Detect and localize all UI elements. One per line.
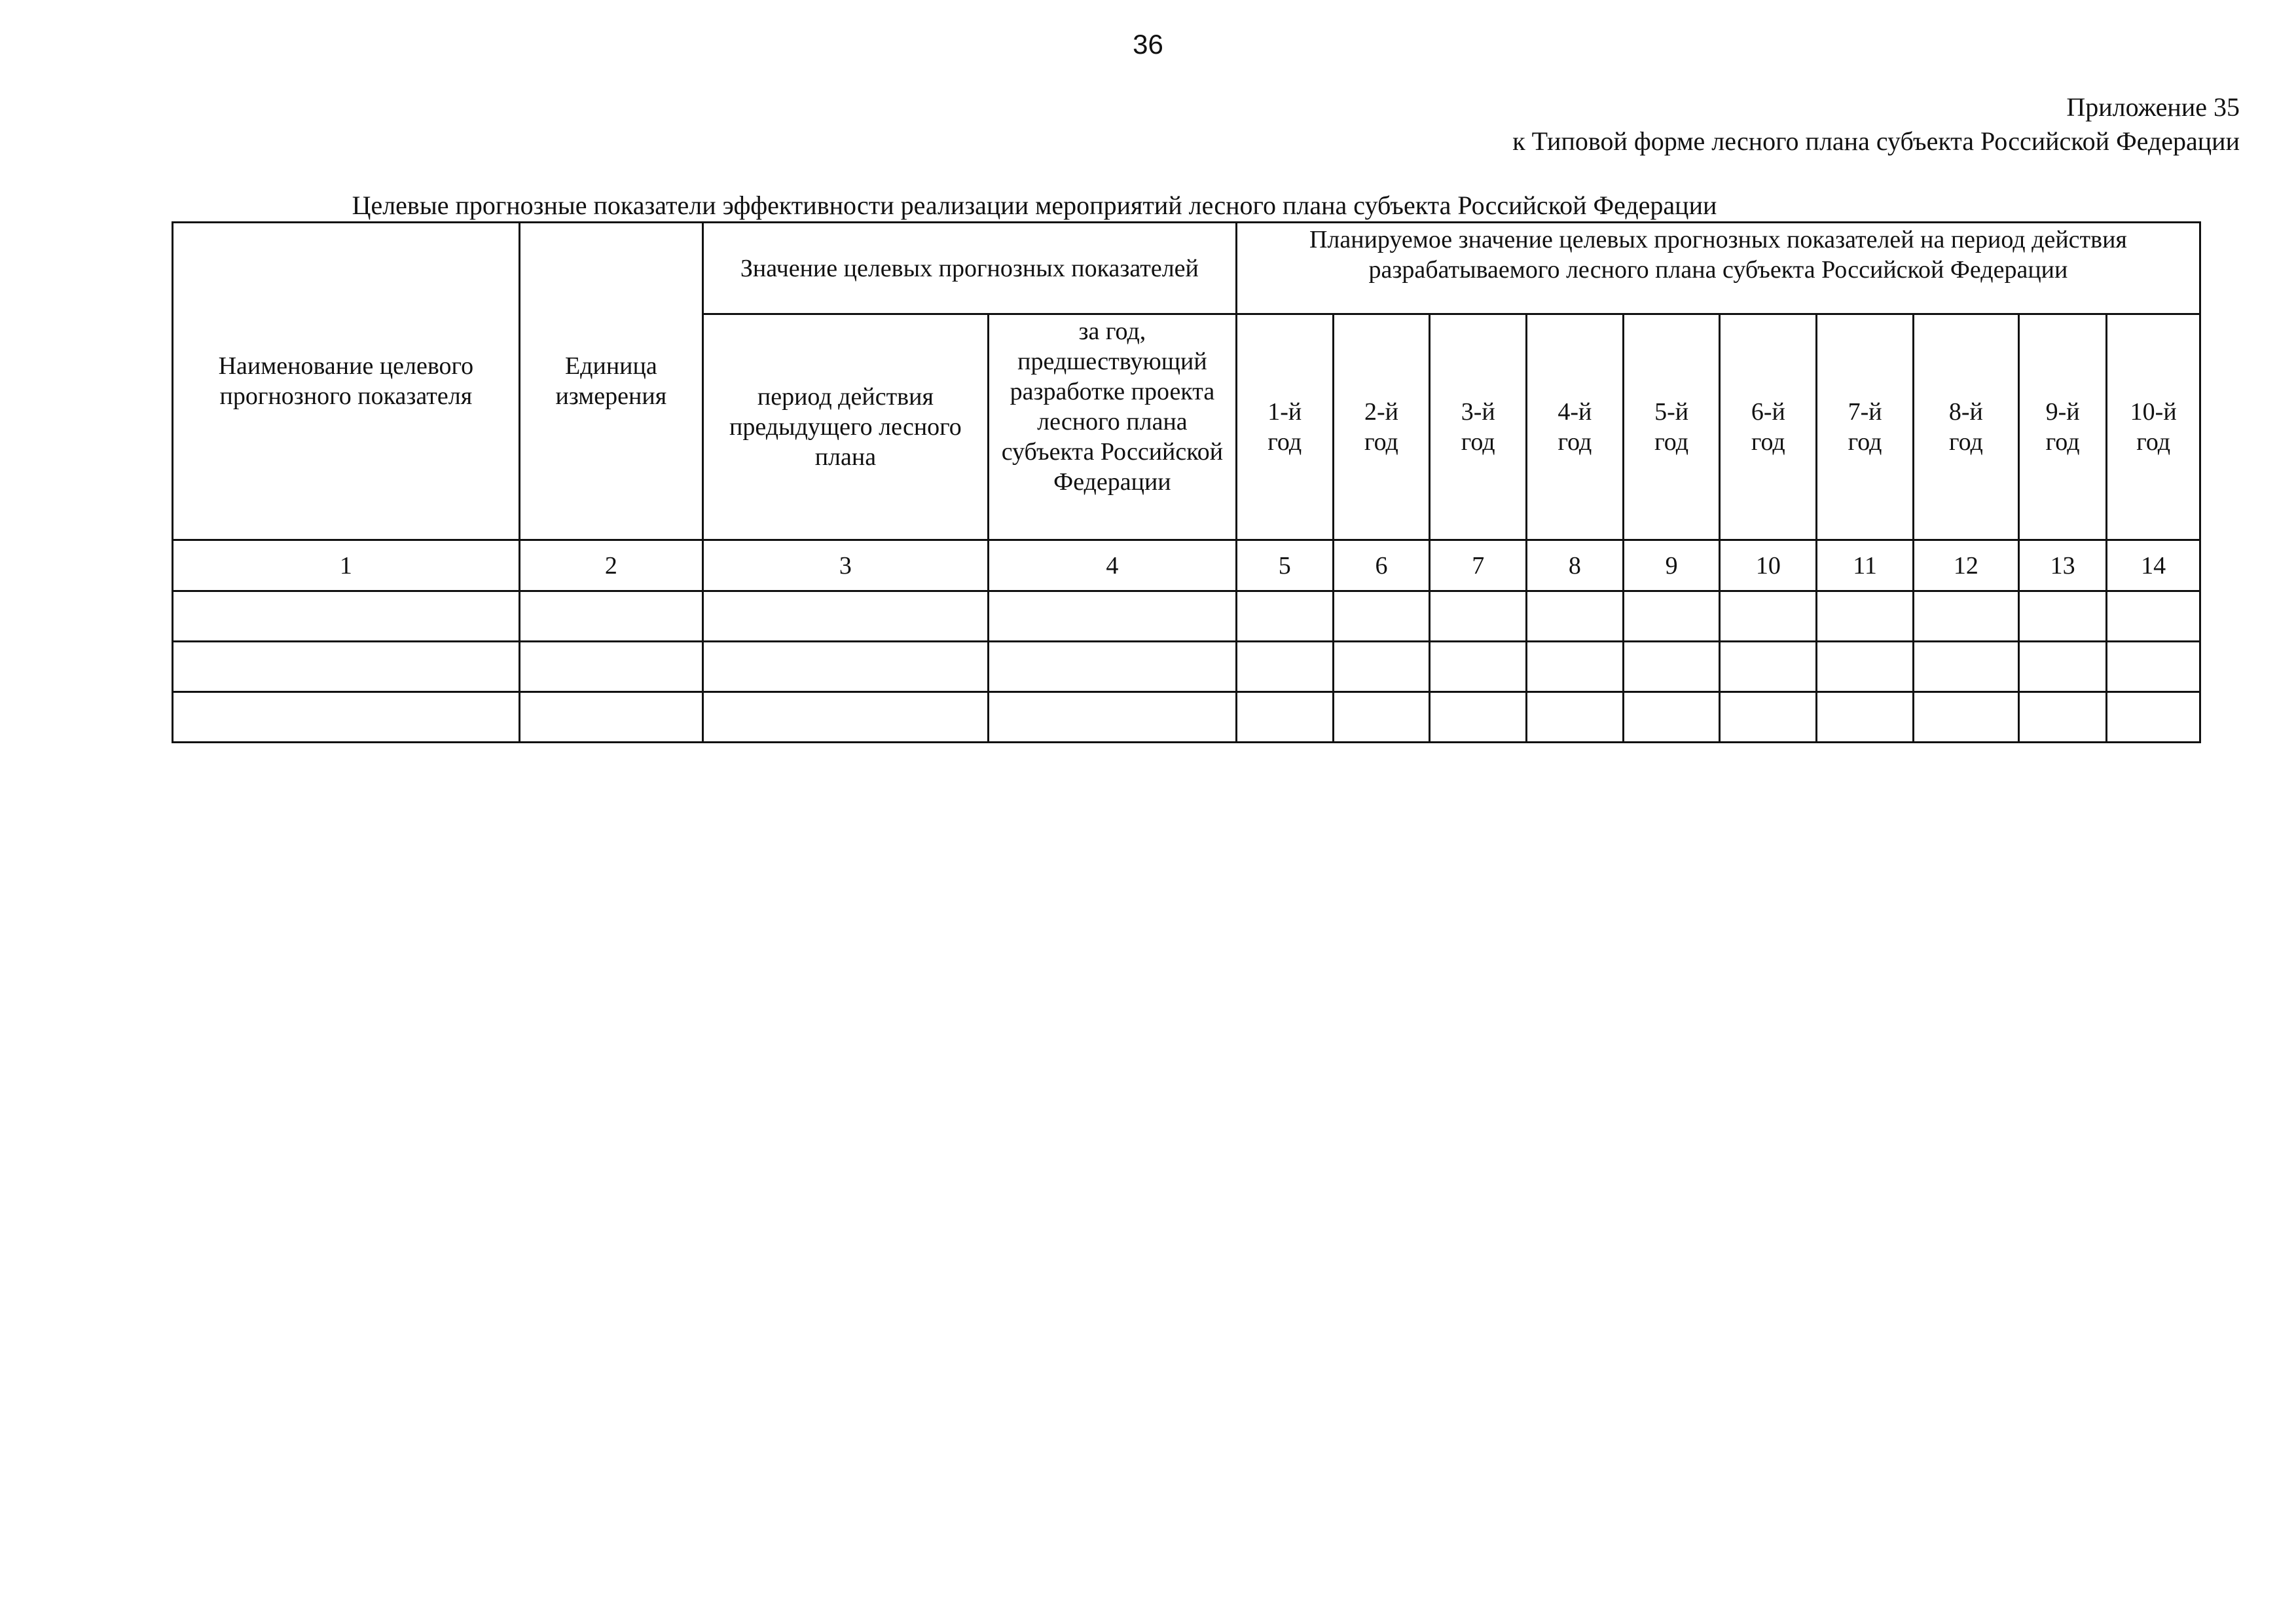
header-prev-period: период действия предыдущего лесного плана: [702, 314, 988, 540]
table-cell[interactable]: [1333, 692, 1430, 743]
table-cell[interactable]: [1817, 692, 1914, 743]
table-cell[interactable]: [1236, 591, 1333, 642]
year-number: 10-й: [2130, 398, 2177, 426]
table-cell[interactable]: [173, 591, 520, 642]
indicators-table: [172, 221, 2201, 743]
table-cell[interactable]: [2107, 692, 2200, 743]
table-cell[interactable]: [1720, 642, 1817, 692]
appendix-line-1: Приложение 35: [2066, 92, 2240, 122]
table-cell[interactable]: [2018, 591, 2106, 642]
year-number: 7-й: [1848, 398, 1882, 426]
year-word: год: [1654, 428, 1689, 456]
table-row: [173, 642, 2200, 692]
header-indicator-name: Наименование целевого прогнозного показателя: [173, 223, 520, 540]
table-cell[interactable]: [702, 642, 988, 692]
header-year-3: [1430, 314, 1527, 540]
header-year-5: [1623, 314, 1720, 540]
table-row: [173, 692, 2200, 743]
column-number: 12: [1913, 540, 2018, 591]
table-cell[interactable]: [1527, 591, 1624, 642]
table-cell[interactable]: [173, 642, 520, 692]
table-cell[interactable]: [2107, 591, 2200, 642]
column-number: 2: [519, 540, 702, 591]
header-year-8: [1913, 314, 2018, 540]
year-number: 8-й: [1948, 398, 1983, 426]
table-cell[interactable]: [519, 642, 702, 692]
table-cell[interactable]: [1720, 591, 1817, 642]
header-year-6: [1720, 314, 1817, 540]
column-number: 9: [1623, 540, 1720, 591]
year-word: год: [1364, 428, 1398, 456]
table-cell[interactable]: [1430, 692, 1527, 743]
year-word: год: [2045, 428, 2080, 456]
year-word: год: [1751, 428, 1785, 456]
table-cell[interactable]: [1236, 692, 1333, 743]
year-number: 3-й: [1461, 398, 1495, 426]
header-year-7: [1817, 314, 1914, 540]
header-unit: Единица измерения: [519, 223, 702, 540]
column-number: 3: [702, 540, 988, 591]
header-year-4: [1527, 314, 1624, 540]
year-number: 4-й: [1558, 398, 1592, 426]
column-number: 6: [1333, 540, 1430, 591]
year-number: 6-й: [1751, 398, 1785, 426]
column-number: 1: [173, 540, 520, 591]
column-number: 5: [1236, 540, 1333, 591]
page-number: 36: [1133, 29, 1163, 60]
year-number: 1-й: [1267, 398, 1302, 426]
appendix-line-2: к Типовой форме лесного плана субъекта Российской Федерации: [1512, 126, 2240, 156]
table-cell[interactable]: [1430, 591, 1527, 642]
header-year-1: [1236, 314, 1333, 540]
header-values-group: Значение целевых прогнозных показателей: [702, 223, 1236, 314]
year-number: 9-й: [2045, 398, 2080, 426]
appendix-reference: [1512, 90, 2240, 158]
column-number: 4: [988, 540, 1236, 591]
header-prev-year: за год, предшествующий разработке проекта лесного плана субъекта Российской Федерации: [988, 314, 1236, 540]
table-cell[interactable]: [988, 642, 1236, 692]
header-planned-group: Планируемое значение целевых прогнозных показателей на период действия разрабатываемого лесного плана субъекта Российской Федерации: [1236, 223, 2200, 314]
table-cell[interactable]: [1333, 591, 1430, 642]
table-cell[interactable]: [519, 591, 702, 642]
table-title: Целевые прогнозные показатели эффективности реализации мероприятий лесного плана субъекта Российской Федерации: [352, 191, 1717, 220]
year-word: год: [2136, 428, 2171, 456]
table-cell[interactable]: [1527, 642, 1624, 692]
table-cell[interactable]: [1913, 642, 2018, 692]
column-number: 13: [2018, 540, 2106, 591]
table-cell[interactable]: [1623, 642, 1720, 692]
table-cell[interactable]: [1720, 692, 1817, 743]
header-year-10: [2107, 314, 2200, 540]
header-year-2: [1333, 314, 1430, 540]
table-cell[interactable]: [1817, 642, 1914, 692]
table-cell[interactable]: [1817, 591, 1914, 642]
table-cell[interactable]: [1623, 692, 1720, 743]
table-cell[interactable]: [1527, 692, 1624, 743]
table-cell[interactable]: [702, 692, 988, 743]
table-cell[interactable]: [2018, 692, 2106, 743]
year-word: год: [1948, 428, 1983, 456]
column-number: 11: [1817, 540, 1914, 591]
table-cell[interactable]: [1333, 642, 1430, 692]
column-number: 8: [1527, 540, 1624, 591]
table-cell[interactable]: [2018, 642, 2106, 692]
year-word: год: [1267, 428, 1302, 456]
column-number: 10: [1720, 540, 1817, 591]
year-word: год: [1461, 428, 1495, 456]
column-number: 7: [1430, 540, 1527, 591]
year-word: год: [1558, 428, 1592, 456]
table-cell[interactable]: [702, 591, 988, 642]
table-cell[interactable]: [1236, 642, 1333, 692]
table-cell[interactable]: [1913, 692, 2018, 743]
year-number: 2-й: [1364, 398, 1398, 426]
table-cell[interactable]: [1430, 642, 1527, 692]
table-cell[interactable]: [988, 692, 1236, 743]
table-cell[interactable]: [1913, 591, 2018, 642]
table-cell[interactable]: [173, 692, 520, 743]
table-cell[interactable]: [988, 591, 1236, 642]
header-row-1: [173, 223, 2200, 314]
table-cell[interactable]: [519, 692, 702, 743]
table-row: [173, 591, 2200, 642]
column-numbers-row: [173, 540, 2200, 591]
table-cell[interactable]: [1623, 591, 1720, 642]
table-cell[interactable]: [2107, 642, 2200, 692]
year-word: год: [1848, 428, 1882, 456]
year-number: 5-й: [1654, 398, 1689, 426]
header-year-9: [2018, 314, 2106, 540]
column-number: 14: [2107, 540, 2200, 591]
